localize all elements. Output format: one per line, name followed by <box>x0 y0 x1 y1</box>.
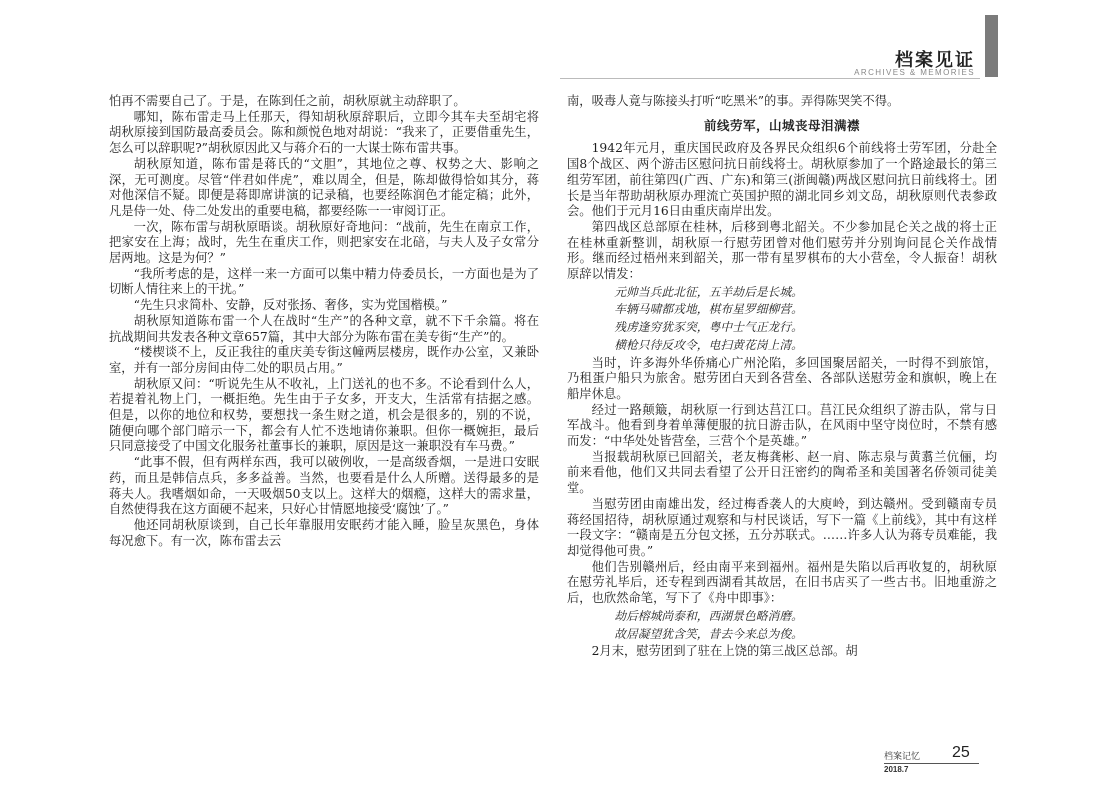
paragraph: 第四战区总部原在桂林，后移到粤北韶关。不少参加昆仑关之战的将士正在桂林重新整训，胡秋原一行慰劳团曾对他们慰劳并分别询问昆仑关作战情形。继而经过梧州来到韶关，那一带有星罗棋布的大小营垒，令人振奋！胡秋原辞以情发： <box>567 219 997 282</box>
issue-date: 2018.7 <box>884 765 909 774</box>
header-side-bar <box>985 15 998 77</box>
paragraph: 怕再不需要自己了。于是，在陈到任之前，胡秋原就主动辞职了。 <box>109 94 466 108</box>
paragraph: 哪知，陈布雷走马上任那天，得知胡秋原辞职后，立即今其车夫至胡宅将胡秋原接到国防最高委员会。陈和颜悦色地对胡说：“我来了，正要借重先生，怎么可以辞职呢?”胡秋原因此又与蒋介石的一大谋士陈布雷共事。 <box>109 109 539 156</box>
paragraph: “我所考虑的是，这样一来一方面可以集中精力侍委员长，一方面也是为了切断人情往来上的干扰。” <box>109 266 539 297</box>
paragraph: 2月末，慰劳团到了驻在上饶的第三战区总部。胡 <box>591 644 858 659</box>
section-title-header: 档案见证 <box>895 50 975 71</box>
poem-line: 横枪只待反攻令，电扫黄花岗上清。 <box>614 337 803 352</box>
paragraph: “楼楔谈不上，反正我往的重庆美专街这幢两层楼房，既作办公室，又兼卧室，并有一部分房间由侍二处的职员占用。” <box>109 345 539 375</box>
paragraph: 南，吸毒人竟与陈接头打听“吃黑米”的事。弄得陈哭笑不得。 <box>567 94 900 108</box>
poem-line: 元帅当兵此北征，五羊劫后是长城。 <box>614 284 803 299</box>
poem-line: 故居凝望犹含笑，昔去今来总为俊。 <box>614 626 803 641</box>
paragraph: 当报载胡秋原已回韶关，老友梅龚彬、赵一肩、陈志泉与黄翥兰伉俪，均前来看他，他们又共同去看望了公开日汪密约的陶希圣和美国著名侨领司徒美堂。 <box>567 449 997 496</box>
footer-magazine-name: 档案记忆 <box>884 752 921 762</box>
article-subheading: 前线劳军，山城丧母泪满襟 <box>703 117 860 133</box>
paragraph: 胡秋原知道陈布雷一个人在战时“生产”的各种文章，就不下千余篇。将在抗战期间共发表各种文章657篇，其中大部分为陈布雷在美专街“生产”的。 <box>109 313 539 344</box>
paragraph: 胡秋原知道，陈布雷是蒋氏的“文胆”，其地位之尊、权势之大、影响之深，无可测度。尽管“伴君如伴虎”，难以周全，但是，陈却做得恰如其分，蒋对他深信不疑。即便是蒋即席讲演的记录稿，也要经陈润色才能定稿；此外，凡是侍一处、侍二处发出的重要电稿，都要经陈一一审阅订正。 <box>109 156 539 218</box>
left-column <box>109 94 539 549</box>
paragraph: 他还同胡秋原谈到，自己长年靠服用安眠药才能入睡，脸呈灰黑色，身体每况愈下。有一次，陈布雷去云 <box>109 517 539 548</box>
paragraph: 一次，陈布雷与胡秋原晤谈。胡秋原好奇地问：“战前，先生在南京工作，把家安在上海；战时，先生在重庆工作，则把家安在北碚，与夫人及子女常分居两地。这是为何？” <box>109 219 539 266</box>
paragraph: 当慰劳团由南雄出发，经过梅香袭人的大庾岭，到达赣州。受到赣南专员蒋经国招待，胡秋原通过观察和与村民谈话，写下一篇《上前线》，其中有这样一段文字：“赣南是五分包文拯，五分苏联式。……许多人认为蒋专员难能，我却觉得他可贵。” <box>567 496 997 558</box>
poem-line: 残虏逢穷犹豕突，粤中士气正龙行。 <box>614 320 803 335</box>
paragraph: “先生只求简朴、安静，反对张扬、奢侈，实为党国楷模。” <box>133 298 448 313</box>
paragraph: 经过一路颠簸，胡秋原一行到达莒江口。莒江民众组织了游击队，常与日军战斗。他看到身着单薄便服的抗日游击队，在风雨中坚守岗位时，不禁有感而发：“中华处处皆营垒，三营个个是英雄。” <box>567 402 997 449</box>
paragraph: 当时，许多海外华侨痛心广州沦陷，多回国聚居韶关，一时得不到旅馆，乃租蛋户船只为旅舍。慰劳团白天到各营垒、各部队送慰劳金和旗帜，晚上在船岸休息。 <box>567 355 997 401</box>
right-column <box>567 94 997 660</box>
header-divider <box>560 78 980 79</box>
poem-line: 车辆马啸都戎地，棋布星罗细柳营。 <box>614 302 803 317</box>
paragraph: 胡秋原又问：“听说先生从不收礼，上门送礼的也不多。不论看到什么人，若提着礼物上门，一概拒绝。先生由于子女多，开支大，生活常有拮据之感。但是，以你的地位和权势，要想找一条生财之道，机会是很多的，别的不说，随便向哪个部门暗示一下，都会有人忙不迭地请你兼职。但你一概婉拒，最后只同意接受了中国文化服务社董事长的兼职，原因是这一兼职没有车马费。” <box>109 376 539 454</box>
paragraph: 他们告别赣州后，经由南平来到福州。福州是失陷以后再收复的，胡秋原在慰劳礼毕后，还专程到西湖看其故居，在旧书店买了一些古书。旧地重游之后，也欣然命笔，写下了《舟中即事》： <box>567 559 997 606</box>
page-number: 25 <box>952 744 970 761</box>
paragraph: 1942年元月，重庆国民政府及各界民众组织6个前线将士劳军团，分赴全国8个战区、两个游击区慰问抗日前线将士。胡秋原参加了一个路途最长的第三组劳军团，前往第四(广西、广东)和第三(浙闽赣)两战区慰问抗日前线将士。团长是当年帮助胡秋原办理流亡英国护照的湖北同乡刘文岛，胡秋原则代表参政会。他们于元月16日由重庆南岸出发。 <box>567 141 997 219</box>
paragraph: “此事不假，但有两样东西，我可以破例收，一是高级香烟，一是进口安眠药，而且是韩信点兵，多多益善。当然，也要看是什么人所赠。送得最多的是蒋夫人。我嗜烟如命，一天吸烟50支以上。这样大的烟瘾，这样大的需求量，自然使得我在这方面硬不起来，只好心甘情愿地接受‘腐蚀’了。” <box>109 455 539 517</box>
section-subtitle-header: ARCHIVES & MEMORIES <box>854 68 975 77</box>
footer-divider <box>884 763 979 764</box>
poem-line: 劫后榕城尚泰和，西湖景色略消磨。 <box>614 608 803 623</box>
